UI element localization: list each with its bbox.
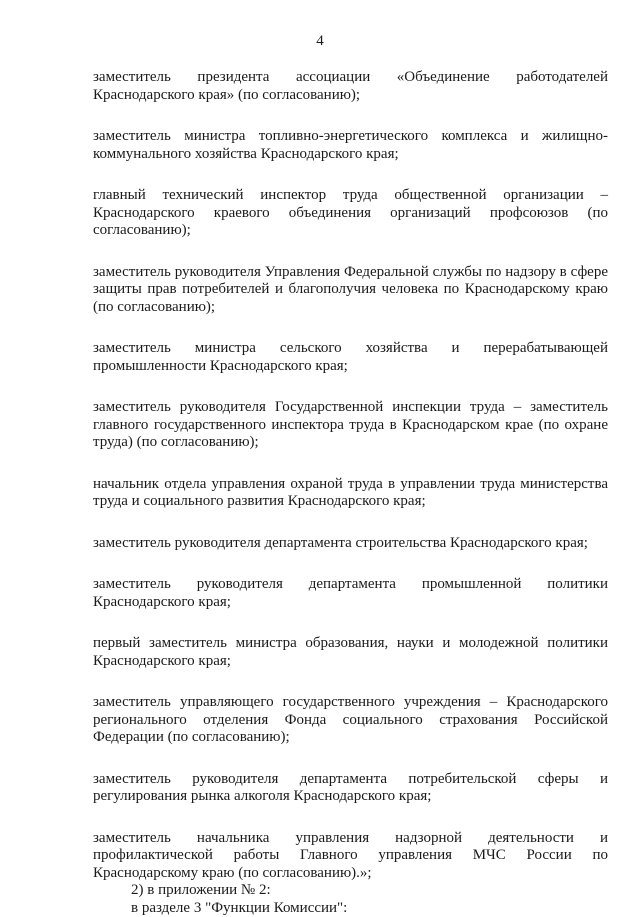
list-item: заместитель министра топливно-энергетического комплекса и жилищно-коммунального хозяйства Краснодарского края; xyxy=(93,128,608,163)
list-item: заместитель руководителя департамента потребительской сферы и регулирования рынка алкоголя Краснодарского края; xyxy=(93,771,608,806)
list-item: заместитель управляющего государственного учреждения – Краснодарского регионального отделения Фонда социального страхования Российской Федерации (по согласованию); xyxy=(93,694,608,747)
list-item: заместитель руководителя Государственной инспекции труда – заместитель главного государственного инспектора труда в Краснодарском крае (по охране труда) (по согласованию); xyxy=(93,399,608,452)
list-item: заместитель президента ассоциации «Объединение работодателей Краснодарского края» (по согласованию); xyxy=(93,69,608,104)
list-item: заместитель руководителя департамента строительства Краснодарского края; xyxy=(93,535,608,553)
list-item: заместитель министра сельского хозяйства и перерабатывающей промышленности Краснодарского края; xyxy=(93,340,608,375)
list-item: заместитель начальника управления надзорной деятельности и профилактической работы Главного управления МЧС России по Краснодарскому краю (по согласованию).»; xyxy=(93,830,608,883)
list-item: первый заместитель министра образования, науки и молодежной политики Краснодарского края; xyxy=(93,635,608,670)
list-item: заместитель руководителя департамента промышленной политики Краснодарского края; xyxy=(93,576,608,611)
section-line: в разделе 3 "Функции Комиссии": xyxy=(93,900,608,917)
list-item: заместитель руководителя Управления Федеральной службы по надзору в сфере защиты прав потребителей и благополучия человека по Краснодарскому краю (по согласованию); xyxy=(93,264,608,317)
document-body xyxy=(93,69,608,917)
list-item: начальник отдела управления охраной труда в управлении труда министерства труда и социального развития Краснодарского края; xyxy=(93,476,608,511)
amendment-item: 2) в приложении № 2: xyxy=(93,882,608,900)
page-number: 4 xyxy=(0,32,640,50)
list-item: главный технический инспектор труда общественной организации – Краснодарского краевого объединения организаций профсоюзов (по согласованию); xyxy=(93,187,608,240)
